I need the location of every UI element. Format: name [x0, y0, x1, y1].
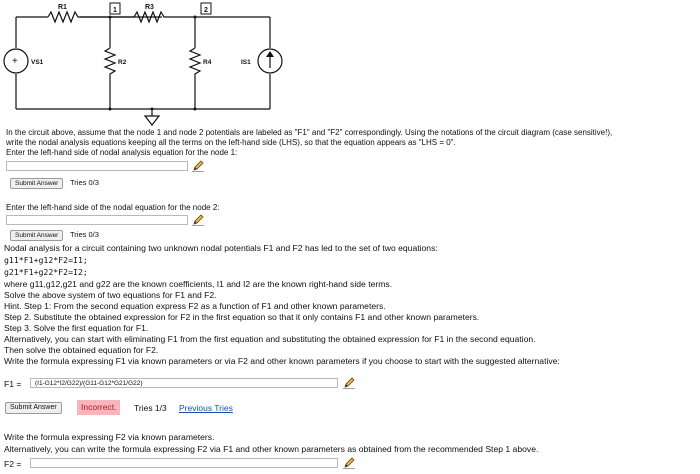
label-r4: R4 — [203, 59, 212, 66]
node1-equation-input[interactable] — [6, 161, 188, 171]
part2-line-1: where g11,g12,g21 and g22 are the known coefficients, I1 and I2 are the known right-hand side terms. — [4, 279, 393, 289]
part2-intro: Nodal analysis for a circuit containing two unknown nodal potentials F1 and F2 has led to the set of two equations: — [4, 243, 438, 253]
f1-label: F1 = — [4, 379, 22, 389]
pencil-icon[interactable] — [342, 377, 356, 389]
f2-label: F2 = — [4, 459, 22, 469]
node2-equation-input[interactable] — [6, 215, 188, 225]
label-vs1: VS1 — [31, 59, 44, 66]
intro-line-3: Enter the left-hand side of nodal analysis equation for the node 1: — [6, 148, 238, 157]
ground-icon — [145, 116, 159, 125]
part2-line-4: Step 2. Substitute the obtained expression for F2 in the first equation so that it only contains F1 and other known parameters. — [4, 312, 480, 322]
previous-tries-link[interactable]: Previous Tries — [179, 403, 233, 413]
submit-answer-button-q1[interactable]: Submit Answer — [10, 178, 63, 189]
submit-answer-button-f1[interactable]: Submit Answer — [5, 402, 62, 414]
f2-line-1: Write the formula expressing F2 via known parameters. — [4, 432, 215, 442]
label-is1: IS1 — [241, 59, 251, 66]
label-r3: R3 — [145, 4, 154, 11]
resistor-r4 — [190, 48, 200, 76]
node2-prompt: Enter the left-hand side of the nodal equation for the node 2: — [6, 203, 220, 212]
intro-line-1: In the circuit above, assume that the node 1 and node 2 potentials are labeled as "F1" and "F2" correspondingly. Using the notations of the circuit diagram (case sensitive!), — [6, 128, 613, 137]
part2-line-8: Write the formula expressing F1 via known parameters or via F2 and other known parameters if you choose to start with the suggested alternative: — [4, 356, 560, 366]
tries-q2: Tries 0/3 — [70, 230, 99, 239]
part2-line-6: Alternatively, you can start with eliminating F1 from the first equation and substituting the obtained expression for F1 in the second equation. — [4, 334, 536, 344]
pencil-icon[interactable] — [191, 160, 205, 172]
resistor-r2 — [105, 48, 115, 76]
tries-q1: Tries 0/3 — [70, 178, 99, 187]
resistor-r1 — [48, 12, 80, 22]
pencil-icon[interactable] — [342, 457, 356, 469]
circuit-diagram — [0, 0, 700, 130]
part2-line-5: Step 3. Solve the first equation for F1. — [4, 323, 149, 333]
tries-f1: Tries 1/3 — [134, 403, 167, 413]
equation-1: g11*F1+g12*F2=I1; — [4, 255, 88, 265]
label-node2: 2 — [204, 7, 208, 14]
part2-line-3: Hint. Step 1: From the second equation express F2 as a function of F1 and other known parameters. — [4, 301, 386, 311]
f2-input[interactable] — [30, 458, 338, 468]
equation-2: g21*F1+g22*F2=I2; — [4, 267, 88, 277]
part2-line-2: Solve the above system of two equations for F1 and F2. — [4, 290, 217, 300]
intro-line-2: write the nodal analysis equations keeping all the terms on the left-hand side (LHS), so that the equation appears as "LHS = 0". — [6, 138, 456, 147]
f2-line-2: Alternatively, you can write the formula expressing F2 via F1 and other known parameters as obtained from the recommended Step 1 above. — [4, 444, 539, 454]
incorrect-badge: Incorrect. — [77, 400, 120, 415]
pencil-icon[interactable] — [191, 214, 205, 226]
part2-line-7: Then solve the obtained equation for F2. — [4, 345, 159, 355]
label-r1: R1 — [58, 4, 67, 11]
label-node1: 1 — [113, 7, 117, 14]
f1-input[interactable]: (I1-G12*I2/G22)/(G11-G12*G21/G22) — [30, 378, 338, 388]
label-r2: R2 — [118, 59, 127, 66]
submit-answer-button-q2[interactable]: Submit Answer — [10, 230, 63, 241]
label-plus: + — [12, 56, 18, 67]
